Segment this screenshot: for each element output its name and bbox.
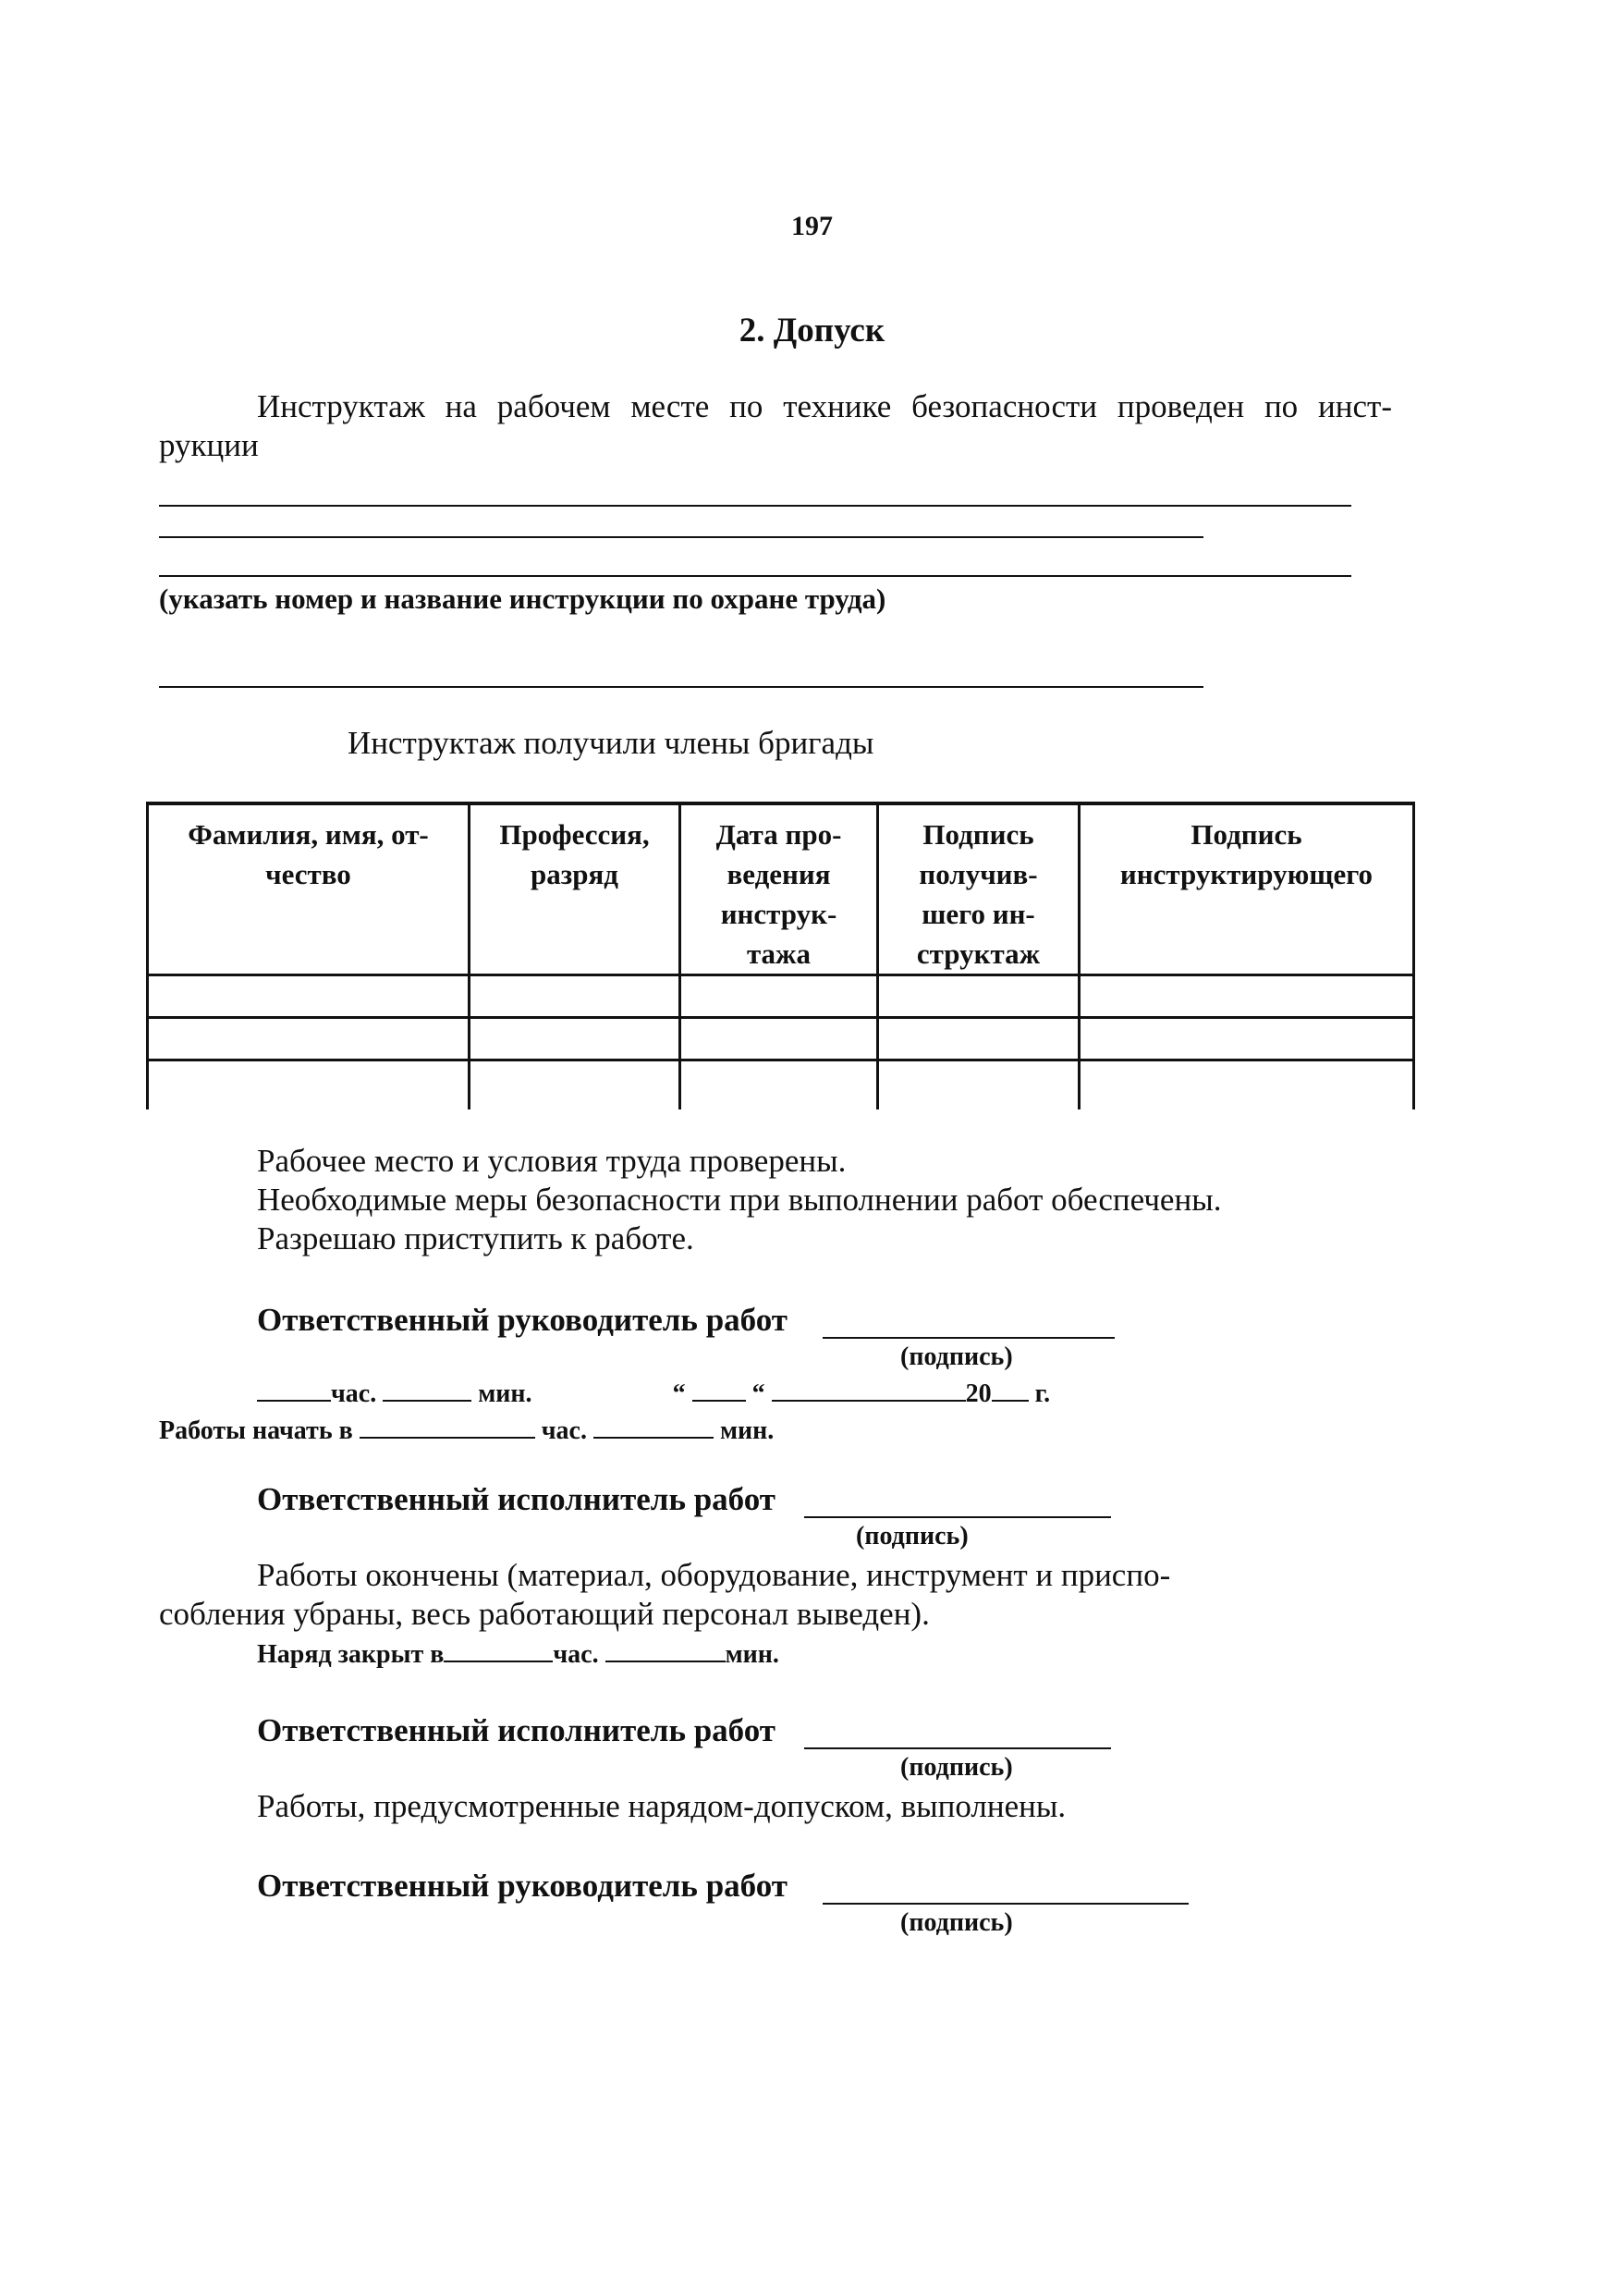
table-cell[interactable]: [878, 1018, 1080, 1060]
completed-text: Работы, предусмотренные нарядом-допуском, выполнены.: [257, 1788, 1067, 1824]
instruction-hint: (указать номер и название инструкции по охране труда): [159, 582, 886, 615]
table-cell[interactable]: [1080, 1060, 1414, 1110]
table-cell[interactable]: [148, 975, 470, 1018]
executor-signature-line-1[interactable]: [804, 1516, 1111, 1518]
table-cell[interactable]: [470, 1060, 680, 1110]
instruction-text-line2: рукции: [159, 427, 259, 463]
table-cell[interactable]: [680, 1018, 878, 1060]
table-row: [148, 1018, 1414, 1060]
table-row: [148, 1060, 1414, 1110]
closed-minute-label: мин.: [725, 1640, 779, 1669]
table-cell[interactable]: [878, 1060, 1080, 1110]
table-cell[interactable]: [470, 1018, 680, 1060]
table-cell[interactable]: [878, 975, 1080, 1018]
table-cell[interactable]: [148, 1018, 470, 1060]
instruction-blank-line-4[interactable]: [159, 686, 1203, 688]
date-time-row: [257, 1378, 1050, 1409]
table-header-row: [148, 803, 1414, 975]
checks-line3: Разрешаю приступить к работе.: [257, 1220, 694, 1256]
section-title: 2. Допуск: [739, 312, 885, 349]
table-cell[interactable]: [1080, 1018, 1414, 1060]
minute-label: мин.: [478, 1379, 532, 1408]
hour-field[interactable]: [257, 1378, 331, 1402]
table-row: [148, 975, 1414, 1018]
year-field[interactable]: [992, 1378, 1029, 1402]
finished-line1: Работы окончены (материал, оборудование, инструмент и приспо-: [257, 1557, 1171, 1593]
signature-hint-1: (подпись): [900, 1342, 1013, 1371]
responsible-manager-label-1: Ответственный руководитель работ: [257, 1302, 788, 1338]
signature-hint-3: (подпись): [900, 1753, 1013, 1782]
table-cell[interactable]: [680, 1060, 878, 1110]
closed-label: Наряд закрыт в: [257, 1640, 445, 1669]
brigade-table: [146, 802, 1415, 1109]
day-field[interactable]: [692, 1378, 746, 1402]
finished-line2: собления убраны, весь работающий персонал выведен).: [159, 1596, 930, 1632]
header-briefing-date: Дата про- ведения инструк- тажа: [680, 803, 878, 975]
checks-line1: Рабочее место и условия труда проверены.: [257, 1143, 847, 1179]
page-number: 197: [791, 211, 833, 241]
start-hour-field[interactable]: [360, 1415, 535, 1439]
manager-signature-line-1[interactable]: [823, 1337, 1115, 1339]
start-hour-label: час.: [541, 1416, 587, 1445]
header-instructor-signature: Подпись инструктирующего: [1080, 803, 1414, 975]
table-cell[interactable]: [1080, 975, 1414, 1018]
instruction-blank-line-1[interactable]: [159, 505, 1351, 507]
closed-hour-field[interactable]: [444, 1638, 553, 1662]
month-field[interactable]: [772, 1378, 966, 1402]
start-label: Работы начать в: [159, 1416, 353, 1445]
responsible-executor-label-2: Ответственный исполнитель работ: [257, 1712, 775, 1748]
quote-close: “: [751, 1379, 765, 1408]
instruction-text-line1: Инструктаж на рабочем месте по технике безопасности проведен по инст-: [257, 388, 1392, 424]
responsible-executor-label-1: Ответственный исполнитель работ: [257, 1481, 775, 1517]
header-full-name: Фамилия, имя, от- чество: [148, 803, 470, 975]
signature-hint-4: (подпись): [900, 1908, 1013, 1937]
start-time-row: [159, 1415, 774, 1446]
table-cell[interactable]: [470, 975, 680, 1018]
header-recipient-signature: Подпись получив- шего ин- структаж: [878, 803, 1080, 975]
quote-open: “: [672, 1379, 686, 1408]
hour-label: час.: [331, 1379, 377, 1408]
checks-line2: Необходимые меры безопасности при выполнении работ обеспечены.: [257, 1182, 1222, 1218]
header-profession: Профессия, разряд: [470, 803, 680, 975]
year-prefix: 20: [965, 1379, 992, 1408]
brigade-caption: Инструктаж получили члены бригады: [348, 725, 874, 761]
start-minute-label: мин.: [719, 1416, 775, 1445]
start-minute-field[interactable]: [593, 1415, 714, 1439]
responsible-manager-label-2: Ответственный руководитель работ: [257, 1868, 788, 1904]
manager-signature-line-2[interactable]: [823, 1903, 1189, 1905]
signature-hint-2: (подпись): [856, 1522, 969, 1550]
closed-minute-field[interactable]: [605, 1638, 726, 1662]
minute-field[interactable]: [383, 1378, 471, 1402]
executor-signature-line-2[interactable]: [804, 1747, 1111, 1749]
closed-hour-label: час.: [553, 1640, 599, 1669]
year-suffix: г.: [1034, 1379, 1051, 1408]
table-cell[interactable]: [680, 975, 878, 1018]
instruction-blank-line-2[interactable]: [159, 536, 1203, 538]
table-cell[interactable]: [148, 1060, 470, 1110]
closed-time-row: [257, 1638, 779, 1670]
instruction-blank-line-3[interactable]: [159, 575, 1351, 577]
